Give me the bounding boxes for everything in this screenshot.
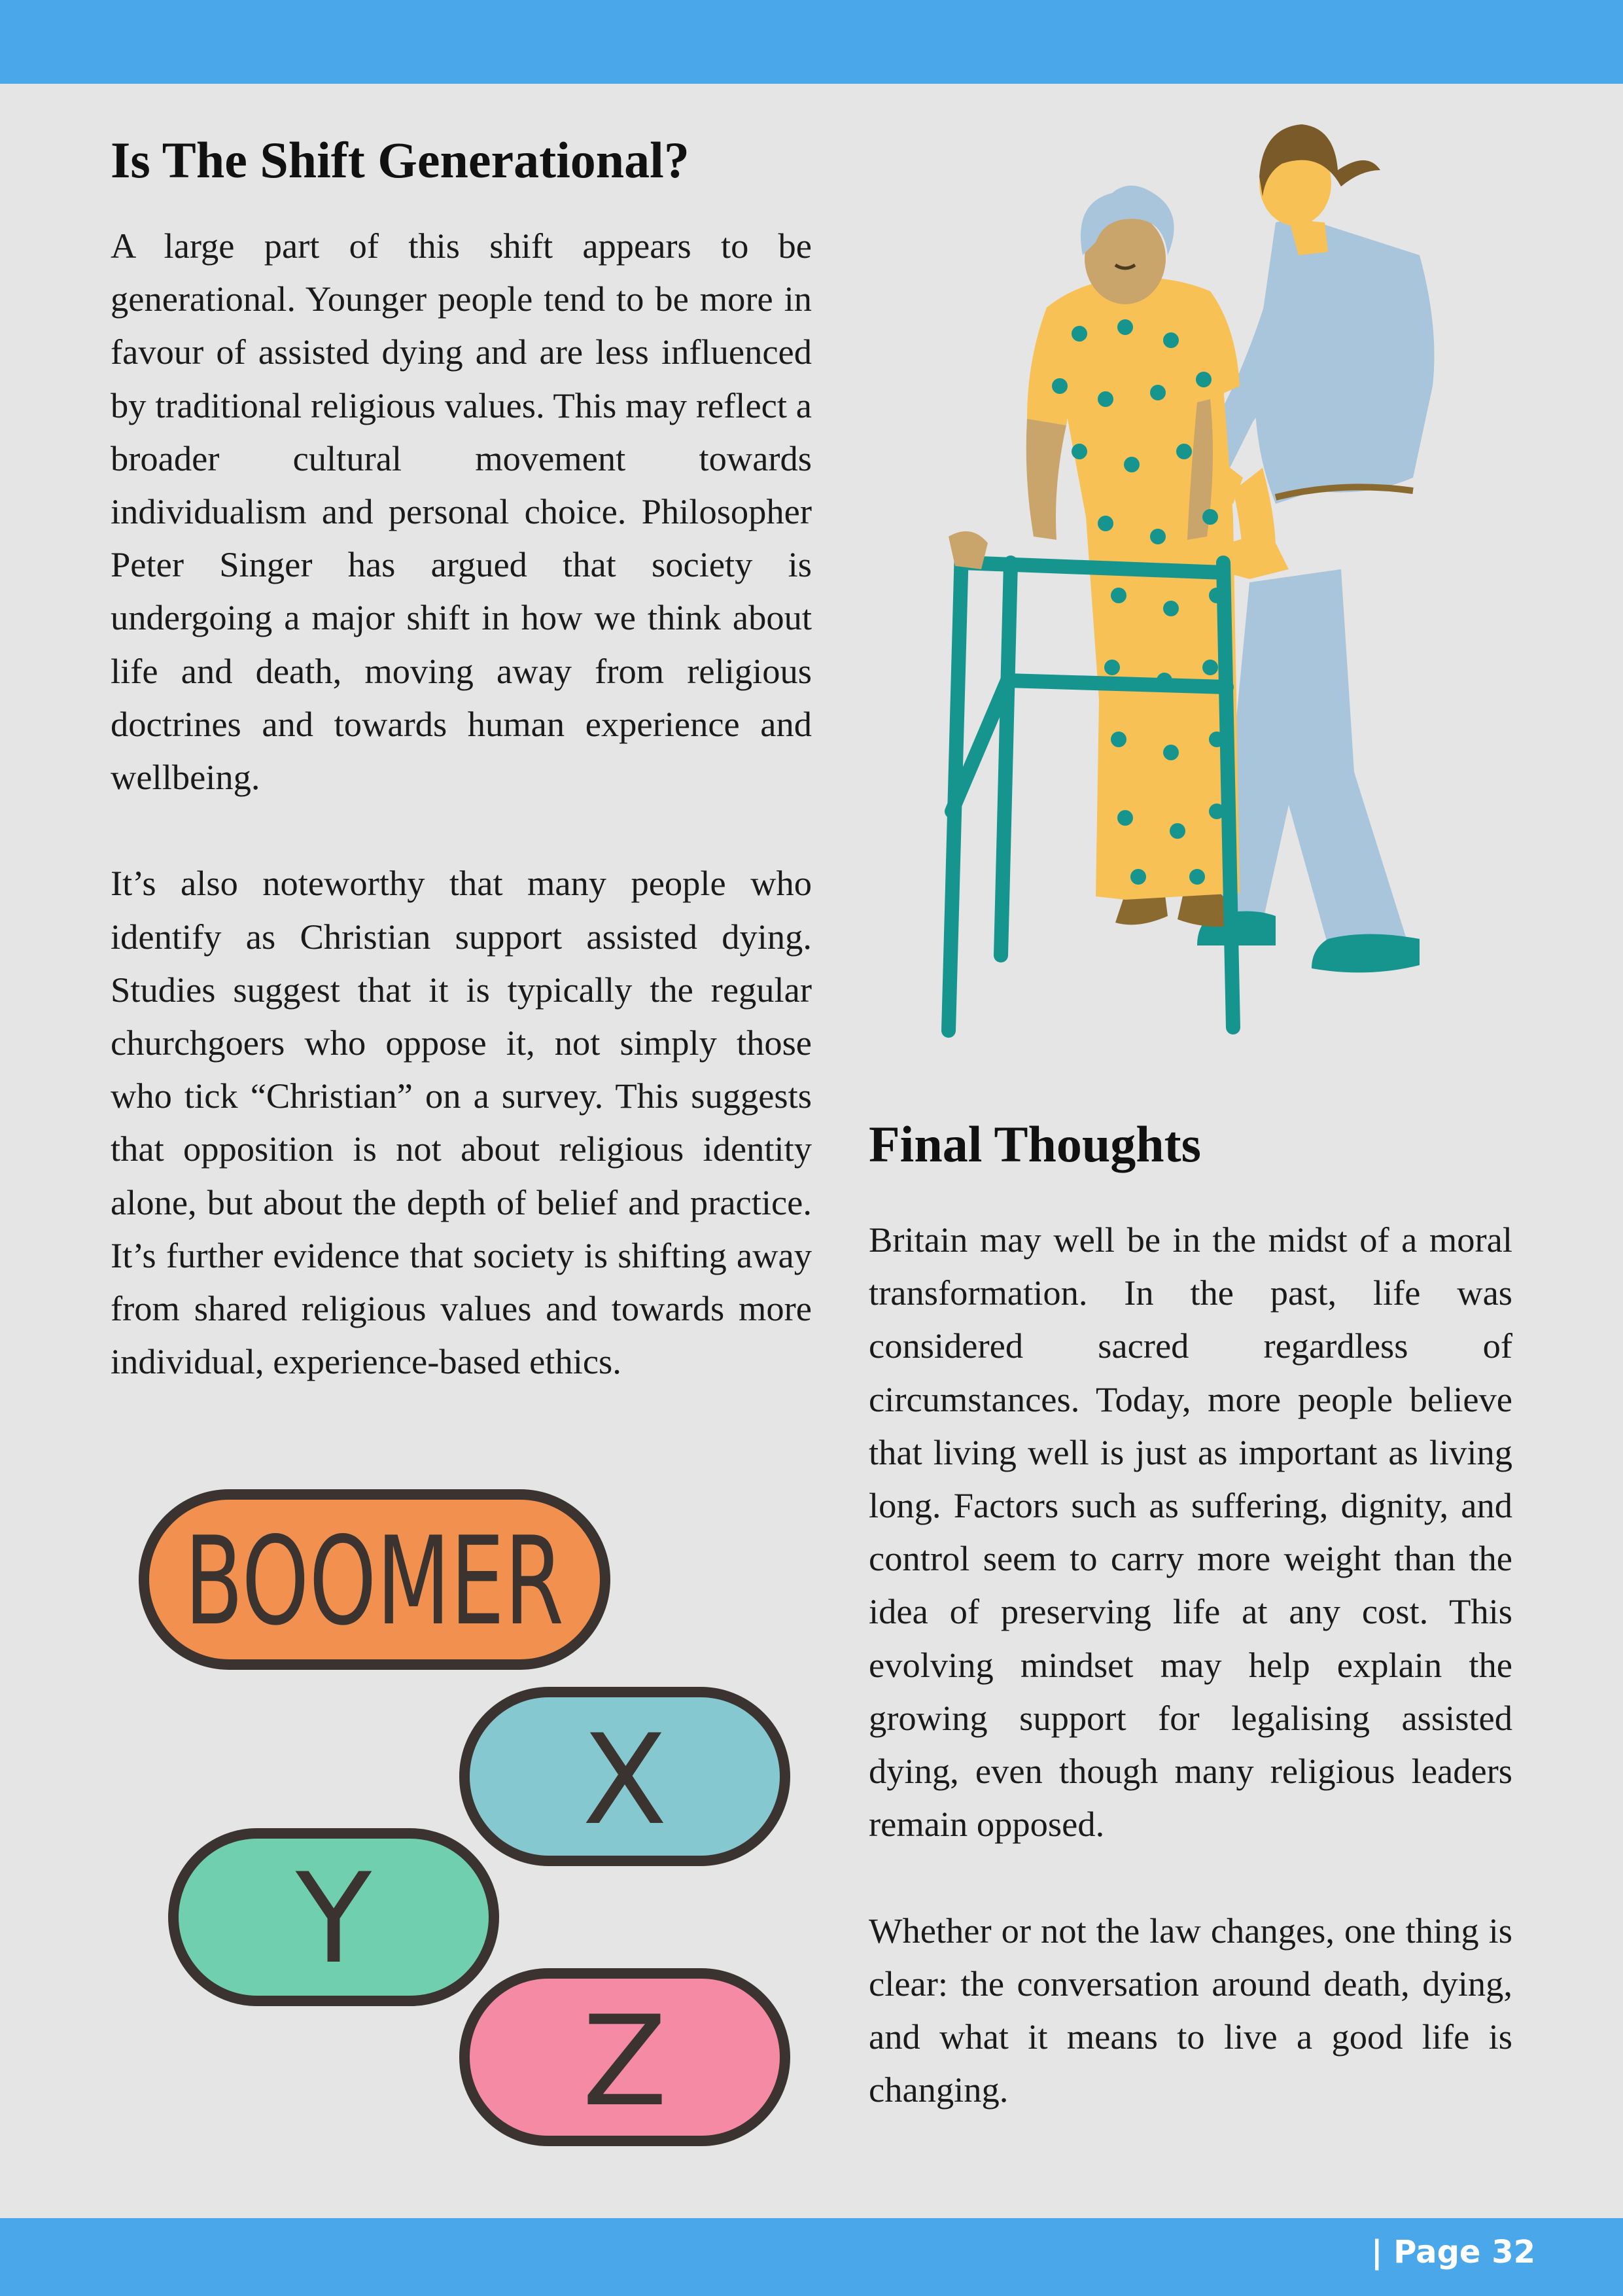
badge-y	[173, 1833, 494, 2001]
page-number: | Page 32	[1371, 2234, 1535, 2270]
final-thoughts-body	[869, 1213, 1512, 2116]
badge-x	[464, 1692, 785, 1861]
generation-badges-illustration	[134, 1484, 801, 2151]
badge-x-label: X	[582, 1708, 668, 1852]
paragraph: A large part of this shift appears to be generational. Younger people tend to be more in favour of assisted dying and are less influenced by traditional religious values. This may reflect a broader cultural movement towards individualism and personal choice. Philosopher Peter Singer has argued that society is undergoing a major shift in how we think about life and death, moving away from religious doctrines and towards human experience and wellbeing.	[111, 226, 812, 798]
paragraph: Britain may well be in the midst of a moral transformation. In the past, life was considered sacred regardless of circumstances. Today, more people believe that living well is just as important as living long. Factors such as suffering, dignity, and control seem to carry more weight than the idea of preserving life at any cost. This evolving mindset may help explain the growing support for legalising assisted dying, even though many religious leaders remain opposed.	[869, 1220, 1512, 1845]
paragraph: Whether or not the law changes, one thing is clear: the conversation around death, dying, and what it means to live a good life is changing.	[869, 1910, 1512, 2110]
caregiver-with-elderly-woman-illustration	[909, 111, 1485, 1053]
woman-arm	[1026, 419, 1066, 540]
generational-body	[111, 219, 812, 1388]
header-bar	[0, 0, 1623, 84]
badge-boomer-label: BOOMER	[184, 1510, 564, 1652]
nurse-shoe	[1312, 934, 1420, 973]
badge-boomer	[144, 1494, 605, 1665]
section-heading-final-thoughts: Final Thoughts	[869, 1116, 1201, 1173]
paragraph: It’s also noteworthy that many people who identify as Christian support assisted dying. Studies suggest that it is typically the regular churchgoers who oppose it, not simply those who tick “Christian” on a survey. This suggests that opposition is not about religious identity alone, but about the depth of belief and practice. It’s further evidence that society is shifting away from shared religious values and towards more individual, experience-based ethics.	[111, 863, 812, 1382]
nurse-legs	[1217, 569, 1406, 945]
badge-z-label: Z	[582, 1989, 668, 2134]
badge-z	[464, 1973, 785, 2141]
badge-y-label: Y	[295, 1846, 372, 1991]
section-heading-generational: Is The Shift Generational?	[111, 132, 689, 188]
